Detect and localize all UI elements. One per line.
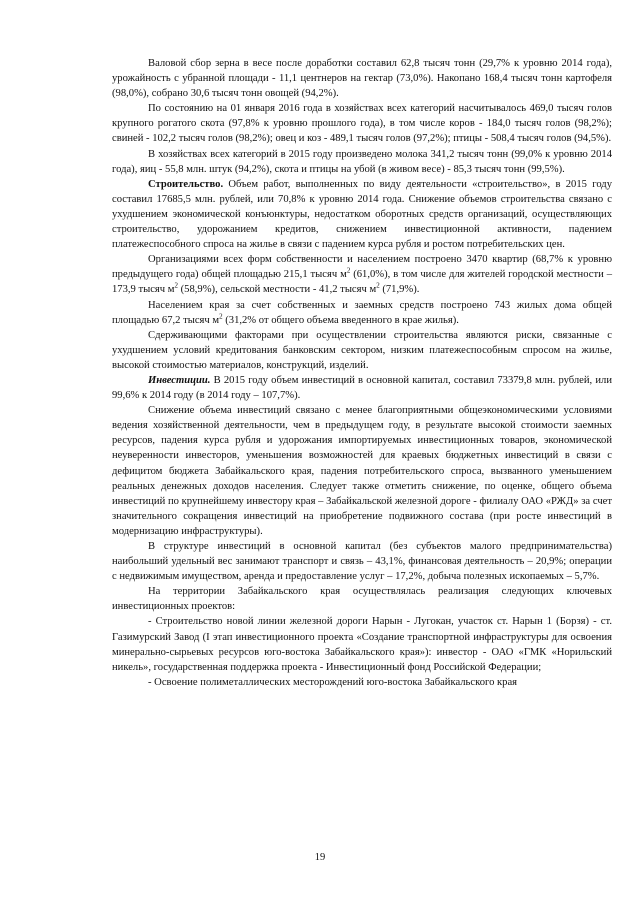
paragraph-railway-project: - Строительство новой линии железной дороги Нарын - Лугокан, участок ст. Нарын 1 (Борзя) - ст. Газимурский Завод (I этап инвестиционного проекта «Создание транспортной инфраструктуры для освоения минерально-сырьевых ресурсов юго-востока Забайкальского края»): инвестор - ОАО «ГМК «Норильский никель», государственная поддержка проекта - Инвестиционный фонд Российской Федерации; (112, 616, 612, 673)
paragraph-key-projects-intro: На территории Забайкальского края осуществлялась реализация следующих ключевых инвестиционных проектов: (112, 586, 612, 613)
housing-text-2: (31,2% от общего объема введенного в крае жилья). (222, 314, 459, 326)
paragraph-investment-structure: В структуре инвестиций в основной капитал (без субъектов малого предпринимательства) наибольший удельный вес занимают транспорт и связь – 43,1%, финансовая деятельность – 20,9%; операции с недвижимым имуществом, аренда и предоставление услуг – 17,2%, добыча полезных ископаемых – 5,7%. (112, 541, 612, 583)
paragraph-apartments (112, 252, 612, 297)
apartments-text-4: (71,9%). (379, 284, 420, 296)
document-page (112, 56, 612, 690)
construction-body: Объем работ, выполненных по виду деятельности «строительство», в 2015 году составил 17685,5 млн. рублей, или 70,8% к уровню 2014 года. Снижение объемов строительства связано с ухудшением экономической конъюнктуры, недостатком оборотных средств организаций, осуществляющих строительство, удорожанием кредитов, снижением инвестиционной активности, падением платежеспособного спроса на жилье в связи с падением курса рубля и ростом потребительских цен. (112, 178, 612, 251)
apartments-text-3: (58,9%), сельской местности - 41,2 тысяч м (178, 284, 377, 296)
apartments-text-2: (61,0%), в том числе для жителей городской местности – 173,9 тысяч м (112, 269, 612, 296)
paragraph-milk-eggs: В хозяйствах всех категорий в 2015 году произведено молока 341,2 тысяч тонн (99,0% к уровню 2014 года), яиц - 55,8 млн. штук (94,2%), скота и птицы на убой (в живом весе) - 85,3 тысяч тонн (99,5%). (112, 148, 612, 175)
construction-heading: Строительство. (148, 178, 224, 190)
paragraph-grain-harvest: Валовой сбор зерна в весе после доработки составил 62,8 тысяч тонн (29,7% к уровню 2014 года), урожайность с убранной площади - 11,1 центнеров на гектар (73,0%). Накопано 168,4 тысяч тонн картофеля (98,0%), собрано 30,6 тысяч тонн овощей (94,2%). (112, 58, 612, 100)
apartments-text-1: Организациями всех форм собственности и населением построено 3470 квартир (68,7% к уровню предыдущего года) общей площадью 215,1 тысяч м (112, 254, 612, 281)
paragraph-livestock: По состоянию на 01 января 2016 года в хозяйствах всех категорий насчитывалось 469,0 тысяч голов крупного рогатого скота (97,8% к уровню прошлого года), в том числе коров - 184,0 тысяч голов (98,2%); свиней - 102,2 тысяч голов (98,2%); овец и коз - 489,1 тысяч голов (97,2%); птицы - 508,4 тысяч голов (94,5%). (112, 103, 612, 145)
paragraph-investments (112, 373, 612, 403)
paragraph-constraints: Сдерживающими факторами при осуществлении строительства являются риски, связанные с ухудшением условий кредитования банковским сектором, низким платежеспособным спросом на жилье, высокой стоимостью материалов, конструкций, изделий. (112, 329, 612, 371)
page-number: 19 (314, 852, 326, 863)
paragraph-construction (112, 177, 612, 252)
superscript: 2 (174, 281, 178, 290)
paragraph-investment-decline: Снижение объема инвестиций связано с менее благоприятными общеэкономическими условиями ведения хозяйственной деятельности, чем в предыдущем году, в результате высокой стоимости заемных ресурсов, падения курса рубля и удорожания импортируемых инвестиционных товаров, экономической неуверенности инвесторов, уменьшения возможностей для краевых бюджетных инвестиций в связи с дефицитом бюджета Забайкальского края, падения потребительского спроса, вызванного уменьшением реальных денежных доходов населения. Следует также отметить снижение, по оценке, общего объема инвестиций по крупнейшему инвестору края – Забайкальской железной дороге - филиалу ОАО «РЖД» за счет значительного сокращения инвестиций на приобретение подвижного состава (при росте инвестиций в модернизацию инфраструктуры). (112, 405, 612, 537)
investments-body: В 2015 году объем инвестиций в основной капитал, составил 73379,8 млн. рублей, или 99,6% к 2014 году (в 2014 году – 107,7%). (112, 374, 612, 402)
paragraph-private-housing (112, 298, 612, 328)
superscript: 2 (219, 312, 223, 321)
investments-heading: Инвестиции. (148, 374, 211, 386)
housing-text-1: Населением края за счет собственных и заемных средств построено 743 жилых дома общей площадью 67,2 тысяч м (112, 299, 612, 326)
paragraph-polymetallic-project: - Освоение полиметаллических месторождений юго-востока Забайкальского края (148, 676, 518, 688)
superscript: 2 (346, 266, 351, 275)
superscript: 2 (376, 281, 380, 290)
